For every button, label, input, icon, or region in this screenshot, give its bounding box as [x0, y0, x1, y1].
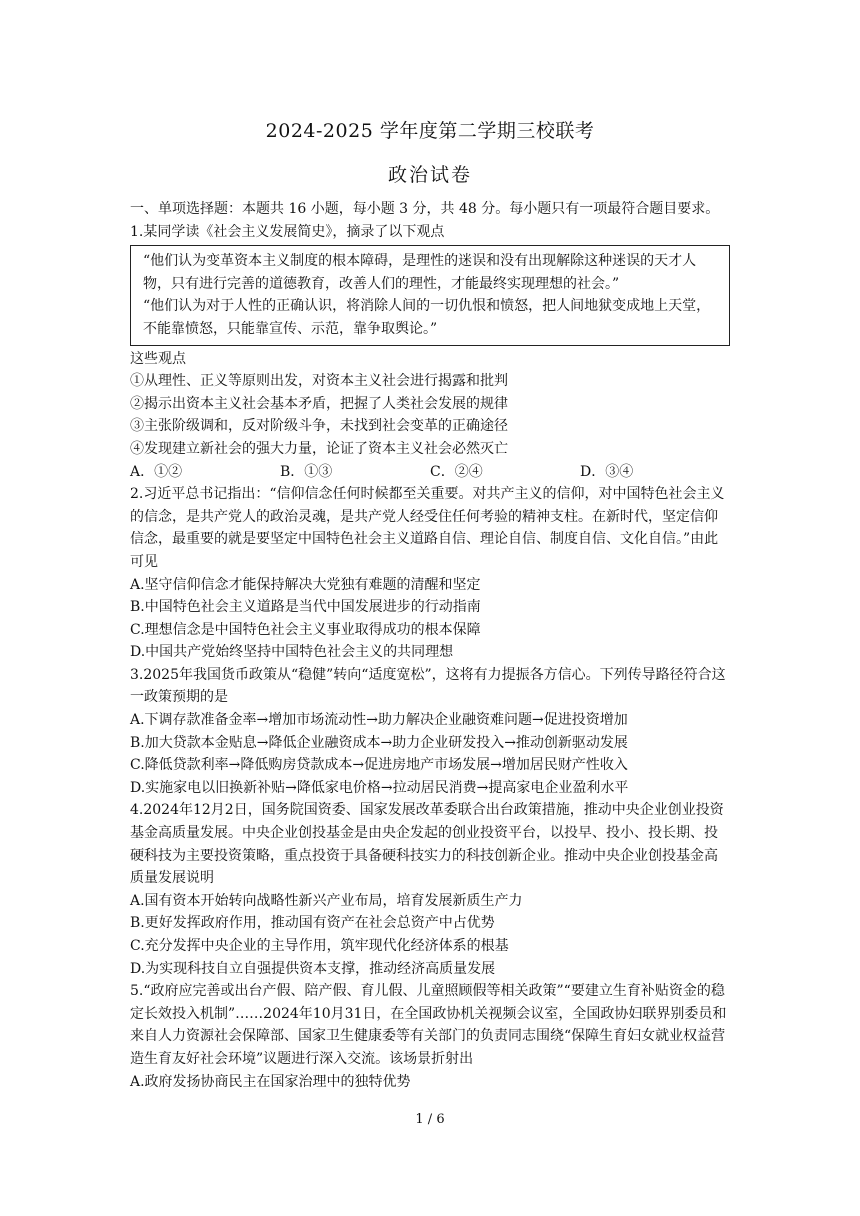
q5-option-a: A.政府发扬协商民主在国家治理中的独特优势 — [130, 1073, 411, 1090]
exam-title: 2024-2025 学年度第二学期三校联考 — [265, 120, 595, 142]
q1-item: ④发现建立新社会的强大力量，论证了资本主义社会必然灭亡 — [130, 440, 508, 457]
q1-quote-1: “他们认为变革资本主义制度的根本障碍，是理性的迷误和没有出现解除这种迷误的天才人物，只有进行完善的道德教育，改善人们的理性，才能最终实现理想的社会。” — [143, 253, 697, 292]
q1-option-d: D．③④ — [580, 463, 634, 480]
q2-option-d: D.中国共产党始终坚持中国特色社会主义的共同理想 — [130, 644, 454, 661]
q1-quote-2: “他们认为对于人性的正确认识，将消除人间的一切仇恨和愤怒，把人间地狱变成地上天堂，不能靠愤怒，只能靠宣传、示范，靠争取舆论。” — [143, 298, 711, 337]
q1-stem: 1.某同学读《社会主义发展简史》，摘录了以下观点 — [130, 223, 445, 240]
q4-option-c: C.充分发挥中央企业的主导作用，筑牢现代化经济体系的根基 — [130, 938, 509, 954]
q2-stem: 2.习近平总书记指出：“信仰信念任何时候都至关重要。对共产主义的信仰，对中国特色社会主义的信念，是共产党人的政治灵魂，是共产党人经受住任何考验的精神支柱。在新时代，坚定信仰信念，最重要的就是要坚定中国特色社会主义道路自信、理论自信、制度自信、文化自信。”由此可见 — [130, 486, 725, 570]
q1-item: ①从理性、正义等原则出发，对资本主义社会进行揭露和批判 — [130, 373, 508, 390]
q2-option-b: B.中国特色社会主义道路是当代中国发展进步的行动指南 — [130, 599, 481, 616]
q1-item: ③主张阶级调和，反对阶级斗争，未找到社会变革的正确途径 — [130, 418, 508, 435]
q3-option-c: C.降低贷款利率→降低购房贷款成本→促进房地产市场发展→增加居民财产性收入 — [130, 757, 628, 774]
q1-lead: 这些观点 — [130, 350, 186, 367]
q4-option-a: A.国有资本开始转向战略性新兴产业布局，培育发展新质生产力 — [130, 892, 523, 909]
page-number: 1 / 6 — [415, 1112, 445, 1127]
section-heading: 一、单项选择题：本题共 16 小题，每小题 3 分，共 48 分。每小题只有一项最符合题目要求。 — [130, 201, 720, 217]
q1-item: ②揭示出资本主义社会基本矛盾，把握了人类社会发展的规律 — [130, 395, 508, 412]
q2-option-c: C.理想信念是中国特色社会主义事业取得成功的根本保障 — [130, 621, 481, 638]
q4-stem: 4.2024年12月2日，国务院国资委、国家发展改革委联合出台政策措施，推动中央企业创业投资基金高质量发展。中央企业创投基金是由央企发起的创业投资平台，以投早、投小、投长期、投硬科技为主要投资策略，重点投资于具备硬科技实力的科技创新企业。推动中央企业创投基金高质量发展说明 — [130, 802, 724, 887]
q3-option-a: A.下调存款准备金率→增加市场流动性→助力解决企业融资难问题→促进投资增加 — [130, 712, 628, 729]
q3-option-b: B.加大贷款本金贴息→降低企业融资成本→助力企业研发投入→推动创新驱动发展 — [130, 734, 628, 751]
q1-option-b: B．①③ — [280, 463, 333, 480]
q2-option-a: A.坚守信仰信念才能保持解决大党独有难题的清醒和坚定 — [130, 576, 481, 593]
q4-option-b: B.更好发挥政府作用，推动国有资产在社会总资产中占优势 — [130, 915, 495, 932]
exam-content — [130, 198, 730, 1093]
exam-subtitle: 政治试卷 — [387, 164, 472, 186]
q3-stem: 3.2025年我国货币政策从“稳健”转向“适度宽松”，这将有力提振各方信心。下列传导路径符合这一政策预期的是 — [130, 666, 726, 706]
q1-option-a: A．①② — [130, 463, 183, 480]
q4-option-d: D.为实现科技自立自强提供资本支撑，推动经济高质量发展 — [130, 960, 496, 977]
q1-option-c: C．②④ — [430, 463, 483, 480]
q1-quote-box — [130, 245, 730, 345]
q1-options — [130, 461, 730, 484]
q5-stem: 5.“政府应完善或出台产假、陪产假、育儿假、儿童照顾假等相关政策”“要建立生育补贴资金的稳定长效投入机制”……2024年10月31日，在全国政协机关视频会议室，全国政协妇联界别委员和来自人力资源社会保障部、国家卫生健康委等有关部门的负责同志围绕“保障生育妇女就业权益营造生育友好社会环境”议题进行深入交流。该场景折射出 — [130, 983, 727, 1067]
q3-option-d: D.实施家电以旧换新补贴→降低家电价格→拉动居民消费→提高家电企业盈利水平 — [130, 779, 629, 796]
